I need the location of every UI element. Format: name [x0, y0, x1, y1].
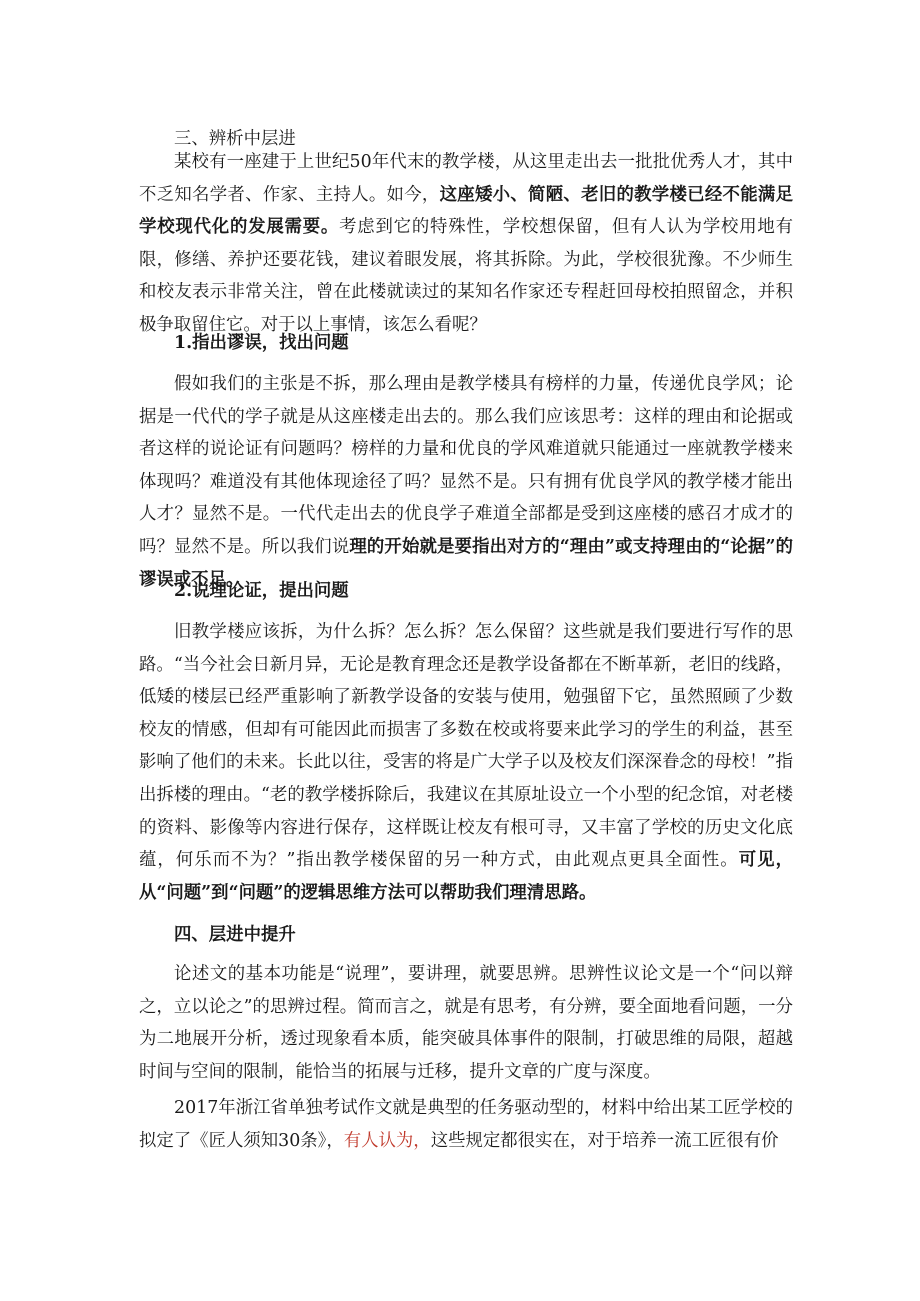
paragraph-reasoning: [139, 616, 793, 909]
paragraph-zhejiang-exam: [139, 1092, 793, 1157]
paragraph-text: 某校有一座建于上世纪50年代末的教学楼，从这里走出去一批批优秀人才，其中不乏知名学者、作家、主持人。如今，: [139, 152, 793, 205]
paragraph-argument-function: 论述文的基本功能是“说理”，要讲理，就要思辨。思辨性议论文是一个“问以辩之，立以论之”的思辨过程。简而言之，就是有思考，有分辨，要全面地看问题，一分为二地展开分析，透过现象看本质，能突破具体事件的限制，打破思维的局限，超越时间与空间的限制，能恰当的拓展与迁移，提升文章的广度与深度。: [139, 964, 793, 1082]
paragraph-text: 假如我们的主张是不拆，那么理由是教学楼具有榜样的力量，传递优良学风；论据是一代代的学子就是从这座楼走出去的。那么我们应该思考：这样的理由和论据或者这样的说论证有问题吗？榜样的力量和优良的学风难道就只能通过一座就教学楼来体现吗？难道没有其他体现途径了吗？显然不是。只有拥有优良学风的教学楼才能出人才？显然不是。一代代走出去的优良学子难道全部都是受到这座楼的感召才成才的吗？显然不是。所以我们说: [139, 374, 793, 557]
paragraph-building-case: [139, 146, 793, 342]
emphasis-text: 这座矮小、简陋、老旧的教学楼已经不能满足学校现代化的发展需要。: [139, 184, 793, 238]
paragraph-point-out-fallacy: [139, 368, 793, 596]
section-heading-3: 三、辨析中层进: [174, 129, 296, 149]
highlight-text: 有人认为，: [343, 1130, 431, 1151]
paragraph-text: 这些规定都很实在，对于培养一流工匠很有价: [430, 1130, 779, 1151]
subheading-1: 1.指出谬误，找出问题: [174, 333, 349, 353]
emphasis-text: 可见，从“问题”到“问题”的逻辑思维方法可以帮助我们理清思路。: [139, 850, 793, 903]
paragraph-text: 旧教学楼应该拆，为什么拆？怎么拆？怎么保留？这些就是我们要进行写作的思路。“当今社会日新月异，无论是教育理念还是教学设备都在不断革新，老旧的线路，低矮的楼层已经严重影响了新教学设备的安装与使用，勉强留下它，虽然照顾了少数校友的情感，但却有可能因此而损害了多数在校或将要来此学习的学生的利益，甚至影响了他们的未来。长此以往，受害的将是广大学子以及校友们深深眷念的母校！”指出拆楼的理由。“老的教学楼拆除后，我建议在其原址设立一个小型的纪念馆，对老楼的资料、影像等内容进行保存，这样既让校友有根可寻，又丰富了学校的历史文化底蕴，何乐而不为？”指出教学楼保留的另一种方式，由此观点更具全面性。: [139, 622, 793, 871]
paragraph-text: 2017年浙江省单独考试作文就是典型的任务驱动型的，材料中给出某工匠学校的拟定了《匠人须知30条》，: [139, 1098, 793, 1151]
subheading-2: 2.说理论证，提出问题: [174, 581, 349, 601]
paragraph-text: 考虑到它的特殊性，学校想保留，但有人认为学校用地有限，修缮、养护还要花钱，建议着眼发展，将其拆除。为此，学校很犹豫。不少师生和校友表示非常关注，曾在此楼就读过的某知名作家还专程赶回母校拍照留念，并积极争取留住它。对于以上事情，该怎么看呢？: [139, 217, 793, 335]
section-heading-4: 四、层进中提升: [174, 925, 296, 945]
emphasis-text: 理的开始就是要指出对方的“理由”或支持理由的“论据”的谬误或不足。: [139, 536, 793, 590]
